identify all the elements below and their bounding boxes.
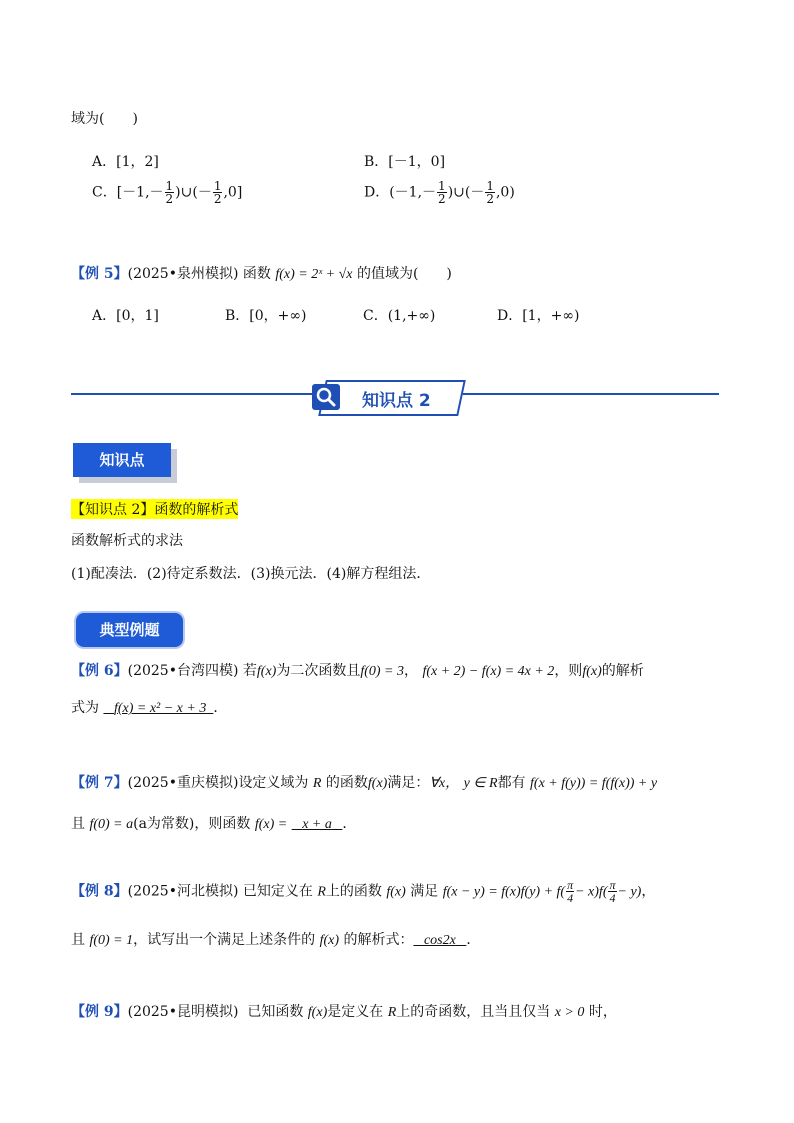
ex5-option-a: A．[0，1] <box>92 308 159 324</box>
example-6-line-2: 式为 f(x) = x² − x + 3 ． <box>71 700 228 716</box>
example-5-question: 【例 5】(2025•泉州模拟) 函数 f(x) = 2ˣ + √x 的值域为( ) <box>71 266 452 282</box>
knowledge-badge: 知识点 <box>73 443 171 477</box>
q4-option-a: A．[1，2] <box>92 154 159 170</box>
example-label: 【例 7】 <box>71 775 128 791</box>
example-label: 【例 9】 <box>71 1004 128 1020</box>
example-8-line-1: 【例 8】(2025•河北模拟) 已知定义在 R上的函数 f(x) 满足 f(x − y) = f(x)f(y) + f( $\frac{\pi}{4}$ − x)f( $\frac{\pi}{4}$ − y)， <box>71 878 656 905</box>
example-8-line-2: 且 f(0) = 1，试写出一个满足上述条件的 f(x) 的解析式： cos2x ． <box>71 932 481 948</box>
ex5-option-b: B．[0，+∞) <box>225 308 307 324</box>
ex5-option-c: C．(1,+∞) <box>363 308 436 324</box>
knowledge-point-line-1: 函数解析式的求法 <box>71 533 183 549</box>
q4-option-c: C．[－1,－ $\frac{1}{2}$ )∪(－ $\frac{1}{2}$ ,0] <box>92 179 243 206</box>
example-label: 【例 8】 <box>71 883 128 900</box>
answer-blank: cos2x <box>423 933 456 948</box>
search-icon <box>312 384 340 410</box>
example-label: 【例 6】 <box>71 663 128 679</box>
examples-badge: 典型例题 <box>76 613 183 647</box>
q4-option-b: B．[－1，0] <box>364 154 446 170</box>
question-4-tail: 域为( ) <box>71 111 138 127</box>
example-7-line-1: 【例 7】(2025•重庆模拟)设定义域为 R 的函数f(x)满足：∀x， y ∈ R都有 f(x + f(y)) = f(f(x)) + y <box>71 775 658 791</box>
knowledge-point-heading: 【知识点 2】函数的解析式 <box>71 499 238 519</box>
example-label: 【例 5】 <box>71 266 128 282</box>
example-6-line-1: 【例 6】(2025•台湾四模) 若f(x)为二次函数且f(0) = 3， f(x + 2) − f(x) = 4x + 2，则f(x)的解析 <box>71 663 644 679</box>
section-divider-right <box>462 393 719 395</box>
example-7-line-2: 且 f(0) = a(a为常数)，则函数 f(x) = x + a ． <box>71 816 357 832</box>
answer-blank: f(x) = x² − x + 3 <box>113 701 207 716</box>
example-9-line-1: 【例 9】(2025•昆明模拟) 已知函数 f(x)是定义在 R上的奇函数，且当且仅当 x > 0 时， <box>71 1004 617 1020</box>
knowledge-point-line-2: (1)配凑法．(2)待定系数法．(3)换元法．(4)解方程组法． <box>71 566 431 582</box>
section-divider-left <box>71 393 316 395</box>
section-title: 知识点 2 <box>362 391 431 411</box>
ex5-option-d: D．[1，+∞) <box>497 308 580 324</box>
answer-blank: x + a <box>302 817 332 832</box>
q4-option-d: D．(－1,－ $\frac{1}{2}$ )∪(－ $\frac{1}{2}$ ,0) <box>364 179 515 206</box>
